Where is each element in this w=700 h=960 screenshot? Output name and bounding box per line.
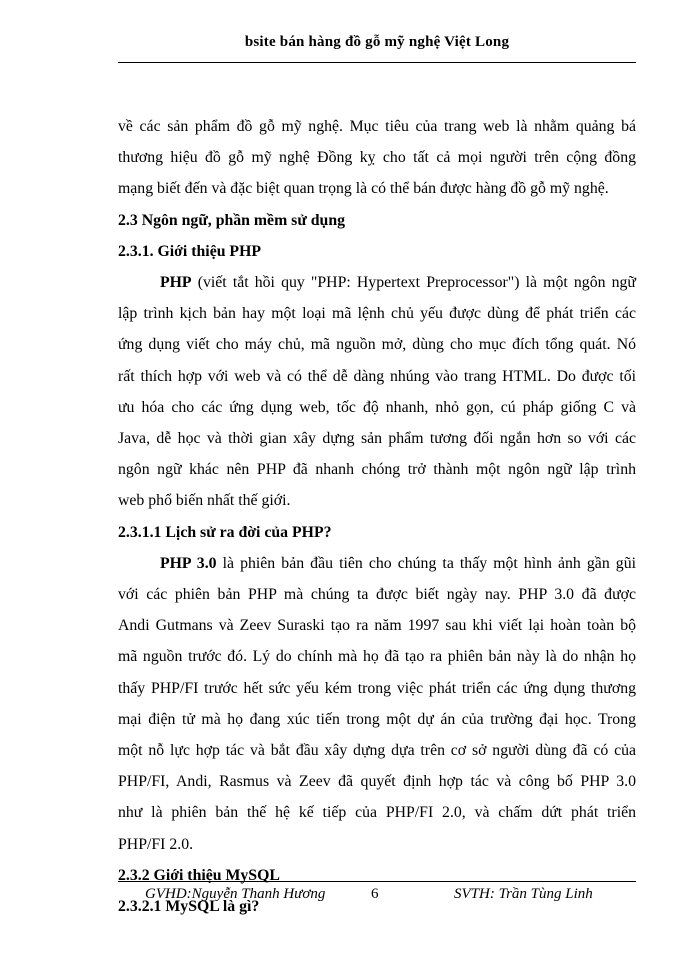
footer-page-number: 6 [371,886,379,902]
footer-advisor: GVHD:Nguyễn Thanh Hương [145,886,326,902]
paragraph-line: web phổ biến nhất thế giới. [118,492,291,510]
paragraph-line: về các sản phẩm đồ gỗ mỹ nghệ. Mục tiêu của trang web là nhằm quảng bá [118,118,636,135]
bold-term-php3: PHP 3.0 [160,554,217,572]
paragraph-line: ứng dụng viết cho máy chủ, mã nguồn mở, dùng cho mục đích tổng quát. Nó [118,336,636,354]
header-divider [118,62,636,63]
section-heading-2-3-1: 2.3.1. Giới thiệu PHP [118,242,262,260]
section-heading-2-3-2: 2.3.2 Giới thiệu MySQL [118,866,280,884]
paragraph-line: rất thích hợp với web và có thể dễ dàng nhúng vào trang HTML. Do được tối [118,367,636,385]
paragraph-line: Andi Gutmans và Zeev Suraski tạo ra năm 1997 sau khi viết lại hoàn toàn bộ [118,617,636,635]
section-heading-2-3: 2.3 Ngôn ngữ, phần mềm sử dụng [118,211,346,229]
paragraph-line: thấy PHP/FI trước hết sức yếu kém trong việc phát triển các ứng dụng thương [118,679,636,697]
paragraph-line: lập trình kịch bản hay một loại mã lệnh chủ yếu được dùng để phát triển các [118,305,636,323]
paragraph-line: với các phiên bản PHP mà chúng ta được biết ngày nay. PHP 3.0 đã được [118,586,636,604]
paragraph-line: ngôn ngữ khác nên PHP đã nhanh chóng trở thành một ngôn ngữ lập trình [118,461,636,479]
footer-divider [118,881,636,882]
section-heading-2-3-2-1: 2.3.2.1 MySQL là gì? [118,898,260,916]
paragraph-line: Java, dễ học và thời gian xây dựng sản phẩm tương đối ngắn hơn so với các [118,430,636,448]
section-heading-2-3-1-1: 2.3.1.1 Lịch sử ra đời của PHP? [118,523,332,541]
paragraph-line: PHP 3.0 là phiên bản đầu tiên cho chúng ta thấy một hình ảnh gần gũi [160,554,636,572]
paragraph-line: như là phiên bản thế hệ kế tiếp của PHP/FI 2.0, và chấm dứt phát triển [118,804,636,822]
paragraph-line: mạng biết đến và đặc biệt quan trọng là có thể bán được hàng đồ gỗ mỹ nghệ. [118,180,609,198]
paragraph-line: một nỗ lực hợp tác và bắt đầu xây dựng dựa trên cơ sở người dùng đã có của [118,742,636,760]
paragraph-line: PHP/FI 2.0. [118,835,194,853]
paragraph-line: mại điện tử mà họ đang xúc tiến trong một dự án của trường đại học. Trong [118,710,636,728]
footer-student: SVTH: Trần Tùng Linh [454,886,593,902]
paragraph-line: ưu hóa cho các ứng dụng web, tốc độ nhanh, nhỏ gọn, cú pháp giống C và [118,398,636,416]
bold-term-php: PHP [160,274,192,292]
paragraph-line: PHP/FI, Andi, Rasmus và Zeev đã quyết định hợp tác và công bố PHP 3.0 [118,773,636,791]
paragraph-line: mã nguồn trước đó. Lý do chính mà họ đã tạo ra phiên bản này là do nhận họ [118,648,636,666]
page-header-title: bsite bán hàng đồ gỗ mỹ nghệ Việt Long [244,34,510,50]
page-content [118,111,636,922]
paragraph-line: thương hiệu đồ gỗ mỹ nghệ Đồng kỵ cho tất cả mọi người trên cộng đồng [118,149,636,167]
paragraph-line: PHP (viết tắt hồi quy "PHP: Hypertext Preprocessor") là một ngôn ngữ [160,274,636,292]
